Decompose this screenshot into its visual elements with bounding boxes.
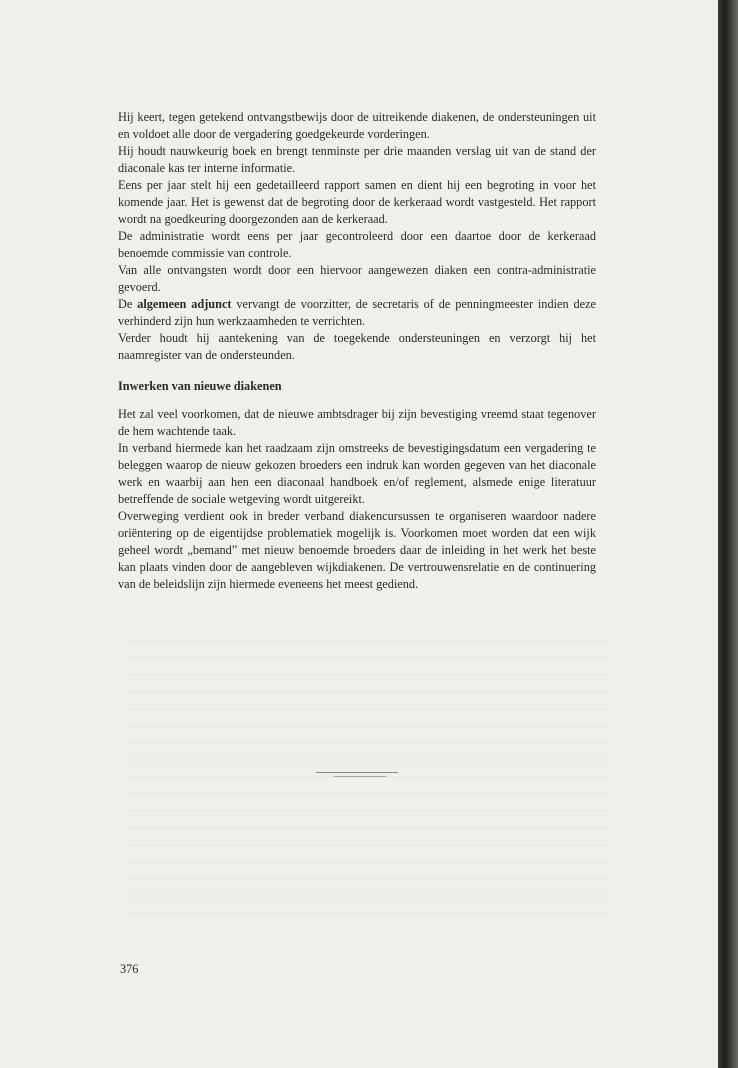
paragraph-naamregister: Verder houdt hij aantekening van de toegekende ondersteuningen en verzorgt hij het naamregister van de ondersteunden. [118,331,596,362]
section-heading: Inwerken van nieuwe diakenen [118,379,282,393]
paragraph-boekhouding: Hij houdt nauwkeurig boek en brengt tenminste per drie maanden verslag uit van de stand der diaconale kas ter interne informatie. [118,144,596,175]
page-number: 376 [120,962,139,976]
paragraph-nieuwe-ambtsdrager: Het zal veel voorkomen, dat de nieuwe ambtsdrager bij zijn bevestiging vreemd staat tegenover de hem wachtende taak. [118,407,596,438]
adjunct-term: algemeen adjunct [137,297,232,311]
section-end-rule-short [334,776,386,777]
body-text [118,109,596,593]
adjunct-prefix: De [118,297,138,311]
paragraph-contra-administratie: Van alle ontvangsten wordt door een hiervoor aangewezen diaken een contra-administratie gevoerd. [118,263,596,294]
paragraph-algemeen-adjunct [118,296,596,330]
paragraph-kassier-uitreiking: Hij keert, tegen getekend ontvangstbewijs door de uitreikende diakenen, de ondersteuningen uit en voldoet alle door de vergadering goedgekeurde vorderingen. [118,110,596,141]
show-through-text [128,640,608,920]
section-end-rule [316,772,398,773]
book-spine-edge [718,0,738,1068]
paragraph-diakencursussen: Overweging verdient ook in breder verband diakencursussen te organiseren waardoor nadere oriëntering op de eigentijdse problematiek mogelijk is. Voorkomen moet worden dat een wijk geheel wordt „bemand” met nieuw benoemde broeders daar de inleiding in het werk het beste kan plaats vinden door de aangebleven wijkdiakenen. De vertrouwensrelatie en de continuering van de beleidslijn zijn hiermede eveneens het meest gediend. [118,509,596,591]
paragraph-jaarrapport: Eens per jaar stelt hij een gedetailleerd rapport samen en dient hij een begroting in voor het komende jaar. Het is gewenst dat de begroting door de kerkeraad wordt vastgesteld. Het rapport wordt na goedkeuring doorgezonden aan de kerkeraad. [118,178,596,226]
paragraph-vergadering: In verband hiermede kan het raadzaam zijn omstreeks de bevestigingsdatum een vergadering te beleggen waarop de nieuw gekozen broeders een indruk kan worden gegeven van het diaconale werk en waarbij aan hen een diaconaal handboek en/of reglement, alsmede enige literatuur betreffende de sociale wetgeving wordt uitgereikt. [118,441,596,506]
paragraph-controle: De administratie wordt eens per jaar gecontroleerd door een daartoe door de kerkeraad benoemde commissie van controle. [118,229,596,260]
adjunct-rest: vervangt de voorzitter, de secretaris of de penningmeester indien deze verhinderd zijn hun werkzaamheden te verrichten. [118,297,596,328]
